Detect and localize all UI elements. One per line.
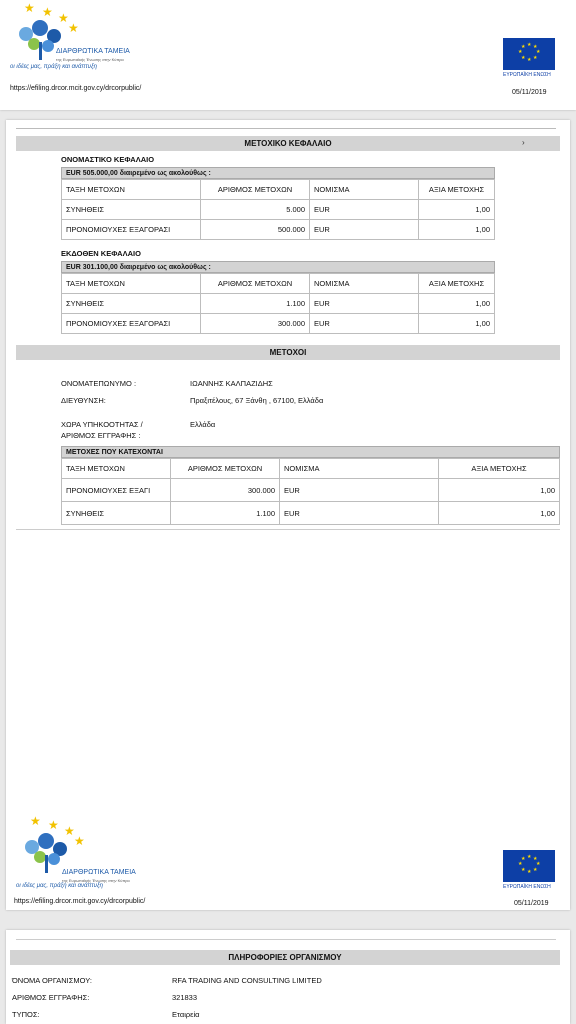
currency-cell: EUR bbox=[310, 294, 419, 314]
table-row bbox=[62, 479, 560, 502]
logo-title: ΔΙΑΡΘΡΩΤΙΚΑ ΤΑΜΕΙΑ bbox=[62, 869, 136, 876]
share-value-cell: 1,00 bbox=[419, 220, 495, 240]
share-value-cell: 1,00 bbox=[419, 200, 495, 220]
star-icon: ★ bbox=[64, 824, 75, 838]
column-header: ΝΟΜΙΣΜΑ bbox=[310, 274, 419, 294]
column-header: ΝΟΜΙΣΜΑ bbox=[310, 180, 419, 200]
held-shares-table-title: ΜΕΤΟΧΕΣ ΠΟΥ ΚΑΤΕΧΟΝΤΑΙ bbox=[61, 446, 560, 458]
held-shares-grid bbox=[61, 458, 560, 525]
held-shares-table bbox=[61, 446, 560, 525]
star-icon: ★ bbox=[24, 1, 35, 15]
structural-funds-logo bbox=[16, 815, 146, 895]
star-icon: ★ bbox=[48, 818, 59, 832]
logo-subtitle: της Ευρωπαϊκής Ένωσης στην Κύπρο bbox=[56, 57, 124, 62]
nominal-capital-heading: ΟΝΟΜΑΣΤΙΚΟ ΚΕΦΑΛΑΙΟ bbox=[61, 155, 155, 164]
share-class-cell: ΣΥΝΗΘΕΙΣ bbox=[62, 294, 201, 314]
table-header-row bbox=[62, 274, 495, 294]
logo-subtitle: της Ευρωπαϊκής Ένωσης στην Κύπρο bbox=[62, 878, 130, 883]
share-capital-section-title: ΜΕΤΟΧΙΚΟ ΚΕΦΑΛΑΙΟ bbox=[16, 136, 560, 151]
issued-capital-heading: ΕΚΔΟΘΕΝ ΚΕΦΑΛΑΙΟ bbox=[61, 249, 141, 258]
nationality-value: Ελλάδα bbox=[190, 420, 216, 429]
page-date: 05/11/2019 bbox=[512, 89, 547, 96]
share-class-cell: ΣΥΝΗΘΕΙΣ bbox=[62, 502, 171, 525]
shareholder-name-label: ΟΝΟΜΑΤΕΠΩΝΥΜΟ : bbox=[61, 379, 137, 388]
share-count-cell: 300.000 bbox=[201, 314, 310, 334]
table-row bbox=[62, 294, 495, 314]
organization-name-value: RFA TRADING AND CONSULTING LIMITED bbox=[172, 976, 322, 985]
eu-flag-icon bbox=[503, 38, 555, 70]
column-header: ΑΡΙΘΜΟΣ ΜΕΤΟΧΩΝ bbox=[201, 180, 310, 200]
svg-text:★: ★ bbox=[527, 869, 532, 875]
eu-stars-icon bbox=[503, 850, 555, 882]
share-value-cell: 1,00 bbox=[439, 479, 560, 502]
svg-text:★: ★ bbox=[533, 867, 538, 873]
share-count-cell: 1.100 bbox=[201, 294, 310, 314]
page-url: https://efiling.drcor.mcit.gov.cy/drcorpublic/ bbox=[10, 85, 142, 92]
shareholder-address-value: Πραξιτέλους, 67 Ξάνθη , 67100, Ελλάδα bbox=[190, 396, 324, 405]
registration-number-value: 321833 bbox=[172, 993, 198, 1002]
nominal-capital-grid bbox=[61, 179, 495, 240]
divider bbox=[16, 529, 560, 530]
organization-type-value: Εταιρεία bbox=[172, 1010, 200, 1019]
registration-number-label: ΑΡΙΘΜΟΣ ΕΓΓΡΑΦΗΣ: bbox=[12, 993, 90, 1002]
document-page-3 bbox=[6, 930, 570, 1024]
svg-text:★: ★ bbox=[521, 856, 526, 862]
cut-off-header-line bbox=[16, 128, 556, 129]
eu-label: ΕΥΡΩΠΑΪΚΗ ΕΝΩΣΗ bbox=[503, 884, 551, 890]
table-row bbox=[62, 220, 495, 240]
caret-icon: › bbox=[522, 138, 525, 147]
svg-text:★: ★ bbox=[533, 856, 538, 862]
document-page-2 bbox=[6, 120, 570, 910]
column-header: ΑΞΙΑ ΜΕΤΟΧΗΣ bbox=[419, 274, 495, 294]
svg-text:★: ★ bbox=[518, 49, 523, 55]
svg-text:★: ★ bbox=[533, 55, 538, 61]
svg-text:★: ★ bbox=[527, 57, 532, 63]
star-icon: ★ bbox=[68, 21, 79, 35]
svg-text:★: ★ bbox=[518, 861, 523, 867]
share-count-cell: 1.100 bbox=[171, 502, 280, 525]
star-icon: ★ bbox=[58, 11, 69, 25]
column-header: ΤΑΞΗ ΜΕΤΟΧΩΝ bbox=[62, 274, 201, 294]
svg-text:★: ★ bbox=[521, 44, 526, 50]
share-value-cell: 1,00 bbox=[419, 314, 495, 334]
table-header-row bbox=[62, 459, 560, 479]
issued-capital-table-title: EUR 301.100,00 διαιρεμένο ως ακολούθως : bbox=[61, 261, 495, 273]
organization-name-label: ΌΝΟΜΑ ΟΡΓΑΝΙΣΜΟΥ: bbox=[12, 976, 92, 985]
share-count-cell: 500.000 bbox=[201, 220, 310, 240]
shareholder-name-value: ΙΩΑΝΝΗΣ ΚΑΛΠΑΖΙΔΗΣ bbox=[190, 379, 273, 388]
table-row bbox=[62, 200, 495, 220]
currency-cell: EUR bbox=[310, 200, 419, 220]
eu-label: ΕΥΡΩΠΑΪΚΗ ΕΝΩΣΗ bbox=[503, 72, 551, 78]
nationality-label-line1: ΧΩΡΑ ΥΠΗΚΟΟΤΗΤΑΣ / bbox=[61, 420, 143, 429]
organization-section-title: ΠΛΗΡΟΦΟΡΙΕΣ ΟΡΓΑΝΙΣΜΟΥ bbox=[10, 950, 560, 965]
structural-funds-logo bbox=[10, 2, 140, 82]
logo-slogan: οι ιδέες μας, πράξη και ανάπτυξη bbox=[10, 64, 97, 70]
eu-stars-icon bbox=[503, 38, 555, 70]
column-header: ΤΑΞΗ ΜΕΤΟΧΩΝ bbox=[62, 180, 201, 200]
share-count-cell: 300.000 bbox=[171, 479, 280, 502]
shareholders-section-title: ΜΕΤΟΧΟΙ bbox=[16, 345, 560, 360]
page-url: https://efiling.drcor.mcit.gov.cy/drcorpublic/ bbox=[14, 898, 146, 905]
share-class-cell: ΠΡΟΝΟΜΙΟΥΧΕΣ ΕΞΑΓΟΡΑΣΙ bbox=[62, 220, 201, 240]
organization-type-label: ΤΥΠΟΣ: bbox=[12, 1010, 40, 1019]
column-header: ΑΡΙΘΜΟΣ ΜΕΤΟΧΩΝ bbox=[171, 459, 280, 479]
column-header: ΑΞΙΑ ΜΕΤΟΧΗΣ bbox=[419, 180, 495, 200]
column-header: ΑΡΙΘΜΟΣ ΜΕΤΟΧΩΝ bbox=[201, 274, 310, 294]
svg-text:★: ★ bbox=[527, 42, 532, 48]
currency-cell: EUR bbox=[280, 502, 439, 525]
share-count-cell: 5.000 bbox=[201, 200, 310, 220]
share-value-cell: 1,00 bbox=[419, 294, 495, 314]
star-icon: ★ bbox=[42, 5, 53, 19]
svg-text:★: ★ bbox=[521, 55, 526, 61]
table-header-row bbox=[62, 180, 495, 200]
page-date: 05/11/2019 bbox=[514, 900, 549, 907]
column-header: ΤΑΞΗ ΜΕΤΟΧΩΝ bbox=[62, 459, 171, 479]
column-header: ΝΟΜΙΣΜΑ bbox=[280, 459, 439, 479]
currency-cell: EUR bbox=[310, 220, 419, 240]
nationality-label-line2: ΑΡΙΘΜΟΣ ΕΓΓΡΑΦΗΣ : bbox=[61, 431, 141, 440]
table-row bbox=[62, 314, 495, 334]
currency-cell: EUR bbox=[280, 479, 439, 502]
svg-text:★: ★ bbox=[533, 44, 538, 50]
issued-capital-grid bbox=[61, 273, 495, 334]
svg-text:★: ★ bbox=[527, 854, 532, 860]
svg-text:★: ★ bbox=[521, 867, 526, 873]
column-header: ΑΞΙΑ ΜΕΤΟΧΗΣ bbox=[439, 459, 560, 479]
star-icon: ★ bbox=[30, 814, 41, 828]
share-class-cell: ΣΥΝΗΘΕΙΣ bbox=[62, 200, 201, 220]
nominal-capital-table-title: EUR 505.000,00 διαιρεμένο ως ακολούθως : bbox=[61, 167, 495, 179]
logo-slogan: οι ιδέες μας, πράξη και ανάπτυξη bbox=[16, 883, 103, 889]
svg-text:★: ★ bbox=[536, 861, 541, 867]
shareholder-address-label: ΔΙΕΥΘΥΝΣΗ: bbox=[61, 396, 106, 405]
issued-capital-table bbox=[61, 261, 495, 334]
share-class-cell: ΠΡΟΝΟΜΙΟΥΧΕΣ ΕΞΑΓΙ bbox=[62, 479, 171, 502]
star-icon: ★ bbox=[74, 834, 85, 848]
share-value-cell: 1,00 bbox=[439, 502, 560, 525]
share-class-cell: ΠΡΟΝΟΜΙΟΥΧΕΣ ΕΞΑΓΟΡΑΣΙ bbox=[62, 314, 201, 334]
document-page-1 bbox=[0, 0, 576, 110]
svg-text:★: ★ bbox=[536, 49, 541, 55]
currency-cell: EUR bbox=[310, 314, 419, 334]
logo-title: ΔΙΑΡΘΡΩΤΙΚΑ ΤΑΜΕΙΑ bbox=[56, 48, 130, 55]
nominal-capital-table bbox=[61, 167, 495, 240]
tree-people-icon bbox=[10, 16, 80, 62]
cut-off-header-line bbox=[16, 939, 556, 940]
eu-flag-icon bbox=[503, 850, 555, 882]
table-row bbox=[62, 502, 560, 525]
